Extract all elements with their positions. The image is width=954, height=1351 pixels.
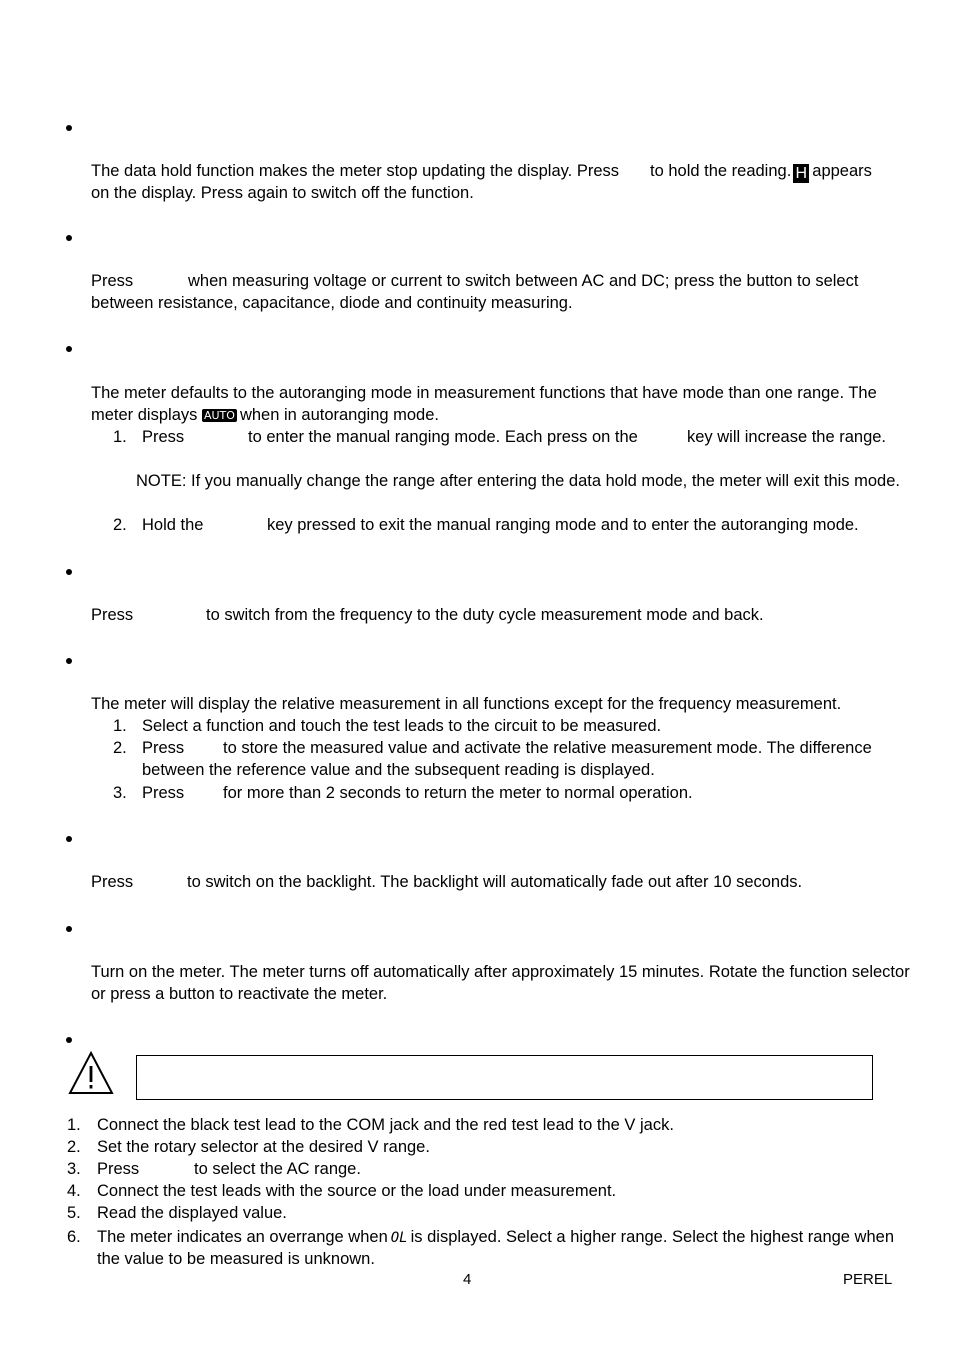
- backlight-text-b: to switch on the backlight. The backlight will automatically fade out after 10 seconds.: [187, 873, 803, 891]
- bullet-autooff: [66, 926, 72, 932]
- range-step1-a: Press: [142, 428, 185, 446]
- range-text-line1: The meter defaults to the autoranging mode in measurement functions that have mode than one range. The: [91, 384, 877, 402]
- warning-triangle-icon: [68, 1050, 114, 1096]
- acv-s2-num: 2.: [67, 1138, 81, 1156]
- bullet-hold: [66, 125, 72, 131]
- acv-s3-b: to select the AC range.: [194, 1160, 361, 1178]
- acv-s1: Connect the black test lead to the COM jack and the red test lead to the V jack.: [97, 1116, 674, 1134]
- acv-s4-num: 4.: [67, 1182, 81, 1200]
- hold-text-a: The data hold function makes the meter stop updating the display. Press: [91, 162, 619, 180]
- acv-s3-a: Press: [97, 1160, 140, 1178]
- autooff-text-line1: Turn on the meter. The meter turns off automatically after approximately 15 minutes. Rotate the function selector: [91, 963, 910, 981]
- range-step1-b: to enter the manual ranging mode. Each press on the: [248, 428, 638, 446]
- range-step1-c: key will increase the range.: [687, 428, 887, 446]
- hold-text-line2: on the display. Press again to switch off the function.: [91, 184, 474, 202]
- bullet-backlight: [66, 836, 72, 842]
- range-step2-b: key pressed to exit the manual ranging mode and to enter the autoranging mode.: [267, 516, 859, 534]
- rel-s2-c: between the reference value and the subsequent reading is displayed.: [142, 761, 655, 779]
- acv-s5: Read the displayed value.: [97, 1204, 287, 1222]
- range-step1-num: 1.: [113, 428, 127, 446]
- acv-s6-num: 6.: [67, 1228, 81, 1246]
- freq-text-a: Press: [91, 606, 134, 624]
- bullet-range: [66, 346, 72, 352]
- rel-s3-num: 3.: [113, 784, 127, 802]
- bullet-rel: [66, 658, 72, 664]
- hold-h-symbol-icon: H: [793, 164, 809, 183]
- bullet-freq: [66, 569, 72, 575]
- rel-s2-a: Press: [142, 739, 185, 757]
- ol-symbol: OL: [390, 1230, 408, 1246]
- acv-s6-a: The meter indicates an overrange when: [97, 1228, 388, 1246]
- acv-s2: Set the rotary selector at the desired V range.: [97, 1138, 430, 1156]
- acv-s6-b: is displayed. Select a higher range. Select the highest range when: [410, 1228, 894, 1246]
- mode-text-b: when measuring voltage or current to switch between AC and DC; press the button to select: [188, 272, 859, 290]
- mode-text-a: Press: [91, 272, 134, 290]
- autooff-text-line2: or press a button to reactivate the meter.: [91, 985, 388, 1003]
- range-note: NOTE: If you manually change the range after entering the data hold mode, the meter will exit this mode.: [136, 472, 900, 490]
- acv-s1-num: 1.: [67, 1116, 81, 1134]
- hold-line1: [650, 160, 872, 183]
- rel-intro: The meter will display the relative measurement in all functions except for the frequency measurement.: [91, 695, 842, 713]
- warning-box: [136, 1055, 873, 1100]
- rel-s2-num: 2.: [113, 739, 127, 757]
- range-line2: [91, 404, 439, 426]
- backlight-text-a: Press: [91, 873, 134, 891]
- range-text-line2b: when in autoranging mode.: [239, 406, 439, 424]
- bullet-mode: [66, 235, 72, 241]
- freq-text-b: to switch from the frequency to the duty cycle measurement mode and back.: [206, 606, 764, 624]
- page-number: 4: [463, 1271, 472, 1288]
- hold-text-c: appears: [812, 162, 872, 180]
- rel-s1: Select a function and touch the test leads to the circuit to be measured.: [142, 717, 662, 735]
- hold-text-b: to hold the reading.: [650, 162, 792, 180]
- range-text-line2a: meter displays: [91, 406, 198, 424]
- acv-s3-num: 3.: [67, 1160, 81, 1178]
- acv-s6-line1: [97, 1226, 894, 1249]
- bullet-acv: [66, 1037, 72, 1043]
- rel-s2-b: to store the measured value and activate the relative measurement mode. The difference: [223, 739, 872, 757]
- acv-s5-num: 5.: [67, 1204, 81, 1222]
- rel-s1-num: 1.: [113, 717, 127, 735]
- mode-text-line2: between resistance, capacitance, diode and continuity measuring.: [91, 294, 573, 312]
- brand-name: PEREL: [843, 1271, 893, 1288]
- range-step2-a: Hold the: [142, 516, 204, 534]
- rel-s3-a: Press: [142, 784, 185, 802]
- acv-s4: Connect the test leads with the source or the load under measurement.: [97, 1182, 617, 1200]
- range-step2-num: 2.: [113, 516, 127, 534]
- auto-symbol-icon: AUTO: [203, 409, 235, 422]
- acv-s6-c: the value to be measured is unknown.: [97, 1250, 375, 1268]
- rel-s3-b: for more than 2 seconds to return the meter to normal operation.: [223, 784, 693, 802]
